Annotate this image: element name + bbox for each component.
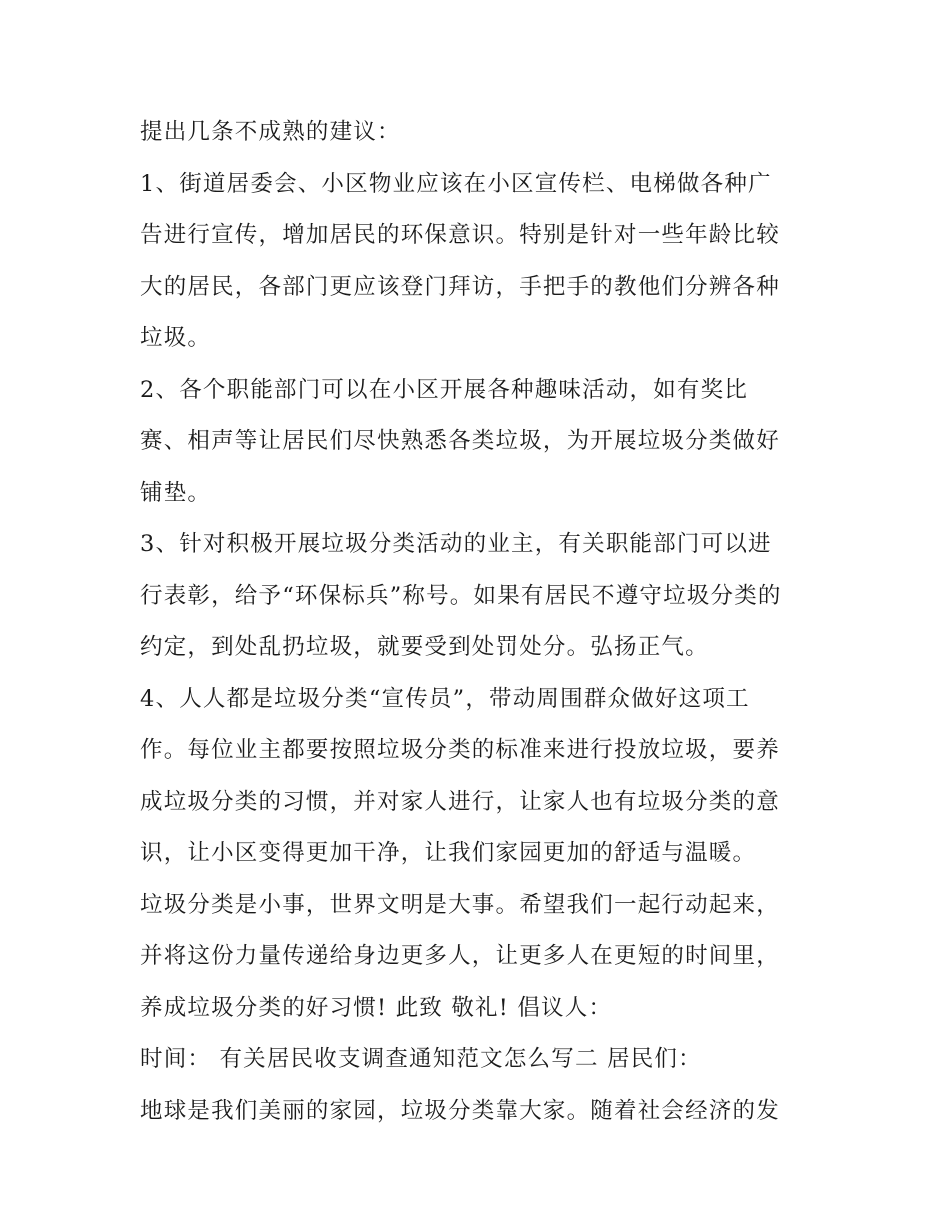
suggestion-4-line-1: 4、人人都是垃圾分类“宣传员”，带动周围群众做好这项工 [140,685,750,712]
time-heading-line: 时间： 有关居民收支调查通知范文怎么写二 居民们： [140,1046,702,1072]
closing-line-2: 并将这份力量传递给身边更多人，让更多人在更短的时间里， [140,943,780,969]
closing-line-1: 垃圾分类是小事，世界文明是大事。希望我们一起行动起来， [140,891,780,918]
intro-line: 提出几条不成熟的建议： [140,119,401,145]
suggestion-3-line-3: 约定，到处乱扔垃圾，就要受到处罚处分。弘扬正气。 [140,634,709,660]
suggestion-2-line-1: 2、各个职能部门可以在小区开展各种趣味活动，如有奖比 [140,376,749,403]
suggestion-3-line-2: 行表彰，给予“环保标兵”称号。如果有居民不遵守垃圾分类的 [140,582,782,609]
closing-line-3: 养成垃圾分类的好习惯! 此致 敬礼! 倡议人： [140,994,613,1021]
suggestion-1-line-2: 告进行宣传，增加居民的环保意识。特别是针对一些年龄比较 [140,222,780,248]
document-body [140,107,820,1137]
suggestion-1-line-4: 垃圾。 [140,325,212,351]
suggestion-3-line-1: 3、针对积极开展垃圾分类活动的业主，有关职能部门可以进 [140,531,772,557]
suggestion-1-line-3: 大的居民，各部门更应该登门拜访，手把手的教他们分辨各种 [140,273,780,300]
suggestion-4-line-2: 作。每位业主都要按照垃圾分类的标准来进行投放垃圾，要养 [140,737,780,763]
suggestion-1-line-1: 1、街道居委会、小区物业应该在小区宣传栏、电梯做各种广 [140,170,772,197]
second-article-line-1: 地球是我们美丽的家园，垃圾分类靠大家。随着社会经济的发 [140,1097,780,1124]
suggestion-2-line-3: 铺垫。 [140,479,212,506]
suggestion-4-line-3: 成垃圾分类的习惯，并对家人进行，让家人也有垃圾分类的意 [140,788,780,815]
suggestion-4-line-4: 识，让小区变得更加干净，让我们家园更加的舒适与温暖。 [140,840,757,866]
suggestion-2-line-2: 赛、相声等让居民们尽快熟悉各类垃圾，为开展垃圾分类做好 [140,428,780,454]
